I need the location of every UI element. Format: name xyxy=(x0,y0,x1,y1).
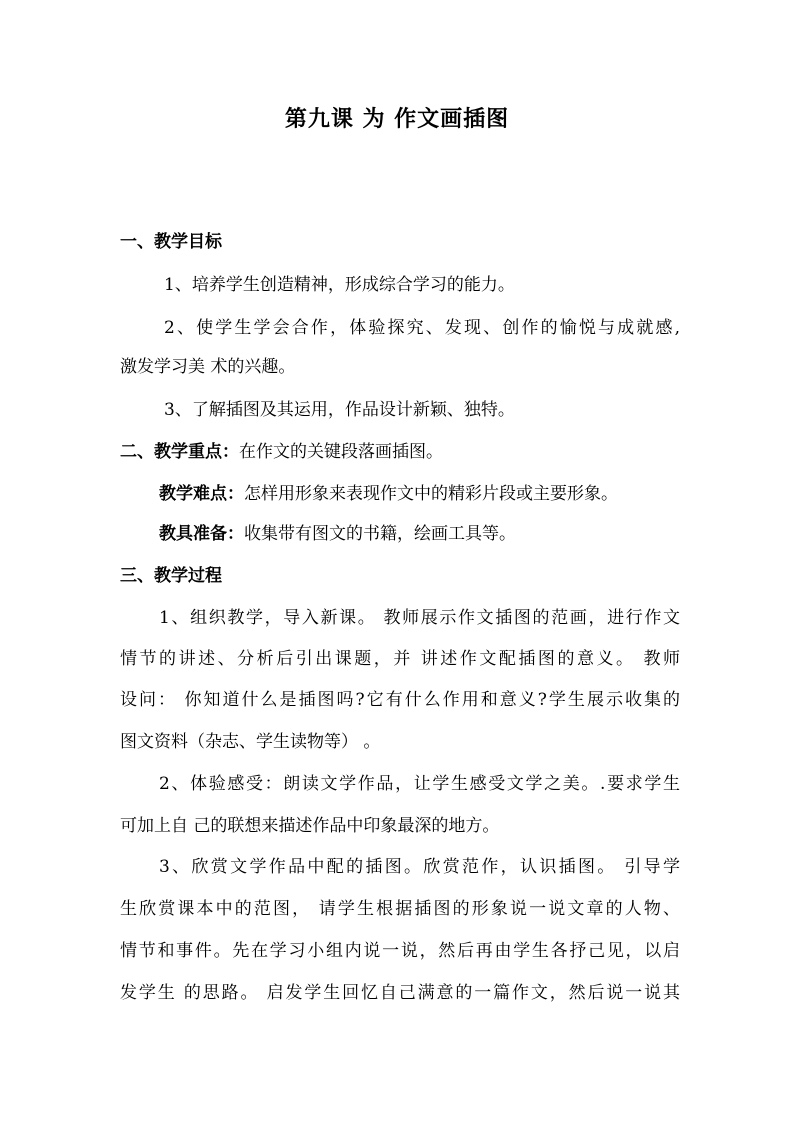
process-line-7: 3、欣赏文学作品中配的插图。欣赏范作，认识插图。 引导学 xyxy=(159,857,680,877)
difficulties-row xyxy=(159,482,680,506)
tools-text: 收集带有图文的书籍，绘画工具等。 xyxy=(244,524,516,544)
process-line-6: 可加上自 己的联想来描述作品中印象最深的地方。 xyxy=(120,816,500,836)
key-points-text: 在作文的关键段落画插图。 xyxy=(239,442,443,462)
process-line-5: 2、体验感受：朗读文学作品，让学生感受文学之美。.要求学生 xyxy=(159,774,680,794)
objective-item-1: 1、培养学生创造精神，形成综合学习的能力。 xyxy=(164,275,515,295)
key-points-row xyxy=(120,440,680,464)
tools-label: 教具准备： xyxy=(159,524,244,544)
difficulties-label: 教学难点： xyxy=(159,484,244,504)
process-line-4: 图文资料（杂志、学生读物等） 。 xyxy=(120,732,381,752)
objective-item-2-continued: 激发学习美 术的兴趣。 xyxy=(120,357,296,377)
objectives-heading: 一、教学目标 xyxy=(120,232,222,252)
page-title: 第九课 为 作文画插图 xyxy=(284,106,510,132)
process-line-2: 情节的讲述、分析后引出课题，并 讲述作文配插图的意义。 教师 xyxy=(120,649,680,669)
tools-row xyxy=(159,522,680,546)
process-heading: 三、教学过程 xyxy=(120,566,222,586)
process-line-3: 设问： 你知道什么是插图吗?它有什么作用和意义?学生展示收集的 xyxy=(120,690,680,710)
process-line-9: 情节和事件。先在学习小组内说一说，然后再由学生各抒己见，以启 xyxy=(120,941,680,961)
process-line-10: 发学生 的思路。 启发学生回忆自己满意的一篇作文，然后说一说其 xyxy=(120,983,680,1003)
key-points-label: 二、教学重点： xyxy=(120,442,239,462)
objective-item-3: 3、了解插图及其运用，作品设计新颖、独特。 xyxy=(164,400,515,420)
process-line-1: 1、组织教学，导入新课。 教师展示作文插图的范画，进行作文 xyxy=(159,608,680,628)
difficulties-text: 怎样用形象来表现作文中的精彩片段或主要形象。 xyxy=(244,484,618,504)
process-line-8: 生欣赏课本中的范图， 请学生根据插图的形象说一说文章的人物、 xyxy=(120,899,680,919)
objective-item-2: 2、使学生学会合作，体验探究、发现、创作的愉悦与成就感, xyxy=(164,318,680,338)
